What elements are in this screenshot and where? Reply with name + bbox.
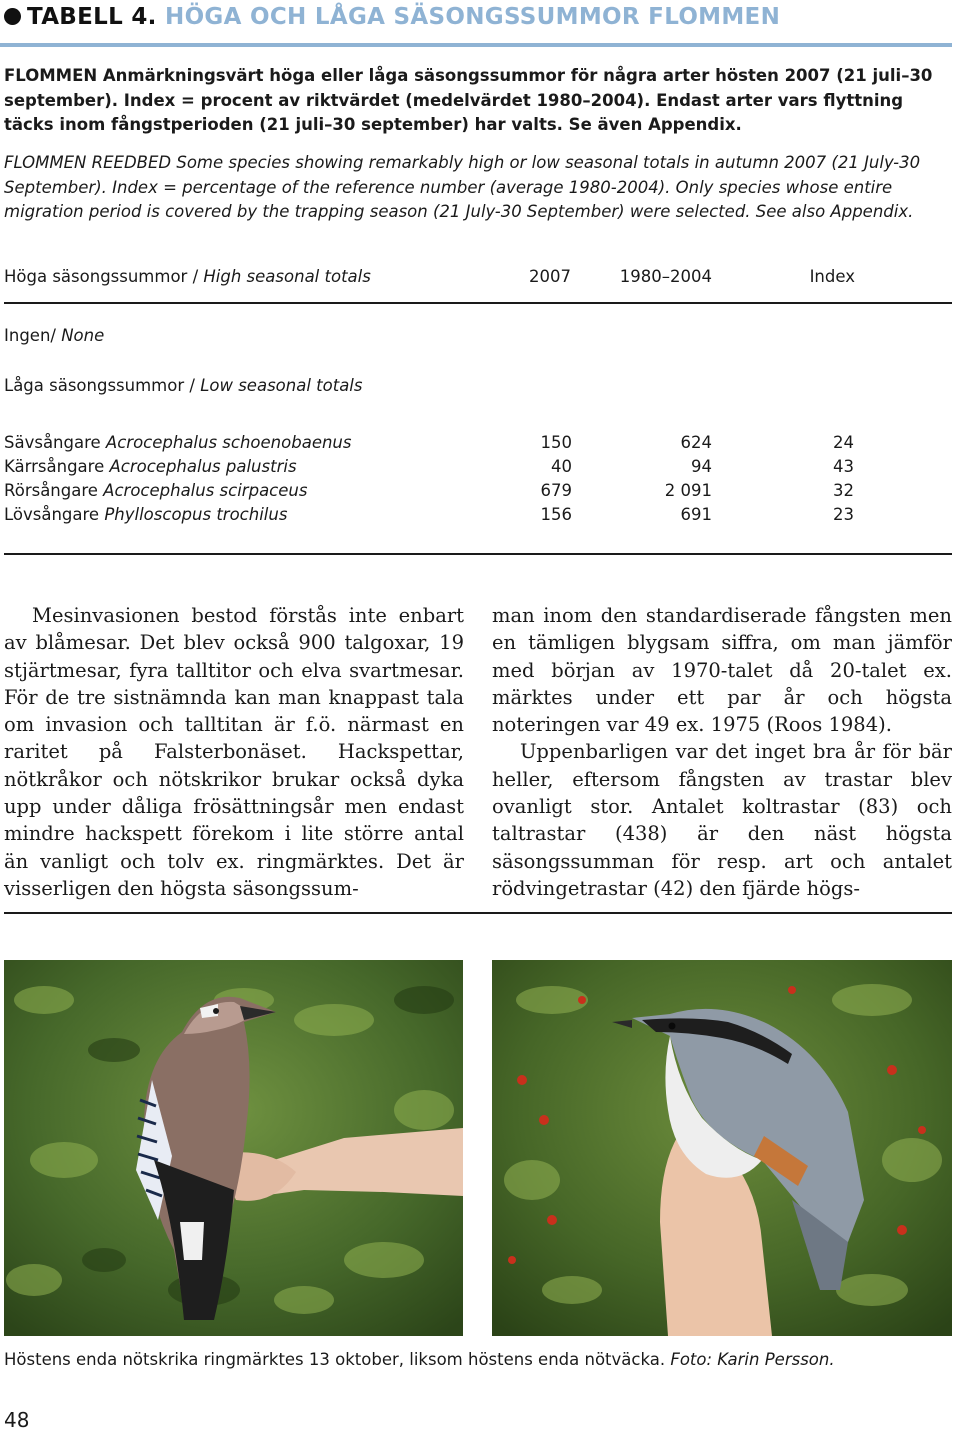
caption-english: FLOMMEN REEDBED Some species showing remarkably high or low seasonal totals in autumn 2007 (21 July-30 September). Index = percentage of the reference number (average 1980-2004). Only species whose entire migration period is covered by the trapping season (21 July-30 September) were selected. See also Appendix. [4,153,921,221]
value-2007: 40 [551,457,572,476]
species-name-sv: Rörsångare [4,481,104,500]
high-totals-header-en: High seasonal totals [203,267,371,286]
value-reference: 2 091 [664,481,712,500]
nuthatch-photo [492,960,952,1336]
body-column-left [4,602,464,902]
low-totals-header-en: Low seasonal totals [200,376,363,395]
value-2007: 156 [540,505,572,524]
table-title: HÖGA OCH LÅGA SÄSONGSSUMMOR FLOMMEN [165,4,781,30]
photo-credit: Foto: Karin Persson. [670,1350,835,1369]
species-name-sv: Lövsångare [4,505,105,524]
photo-caption [4,1349,956,1371]
col-header-index: Index [809,267,855,286]
body-column-right [492,602,952,902]
body-paragraph: Uppenbarligen var det inget bra år för bär heller, eftersom fångsten av trastar blev ovanligt stor. Antalet koltrastar (83) och taltrastar (438) är den näst högsta säsongssumman för resp. art och antalet rödvingetrastar (42) den fjärde högs- [492,740,952,900]
bullet-icon [4,8,21,25]
species-name-latin: Phylloscopus trochilus [104,505,288,524]
table-row [4,503,952,527]
high-totals-header-sv: Höga säsongssummor / [4,267,204,286]
photo-caption-text: Höstens enda nötskrika ringmärktes 13 oktober, liksom höstens enda nötväcka. [4,1350,671,1369]
value-reference: 691 [680,505,712,524]
species-name-sv: Kärrsångare [4,457,110,476]
high-totals-header [4,265,371,289]
species-name-latin: Acrocephalus schoenobaenus [105,433,352,452]
heading-rule [0,43,952,47]
high-totals-none-row [4,324,952,348]
value-reference: 94 [691,457,712,476]
table-row [4,479,952,503]
species-name-sv: Sävsångare [4,433,106,452]
jay-photo [4,960,463,1336]
value-2007: 679 [540,481,572,500]
value-index: 43 [833,457,854,476]
species-name-latin: Acrocephalus palustris [109,457,297,476]
value-reference: 624 [680,433,712,452]
value-2007: 150 [540,433,572,452]
table-label: TABELL 4. [27,4,157,30]
none-label-en: None [61,326,105,345]
value-index: 24 [833,433,854,452]
none-label-sv: Ingen/ [4,326,62,345]
table-row [4,455,952,479]
body-paragraph: man inom den standardiserade fångsten men en tämligen blygsam siffra, om man jämför med början av 1970-talet då 20-talet ex. märktes under ett par år och högsta noteringen var 49 ex. 1975 (Roos 1984). [492,604,952,737]
caption-swedish: FLOMMEN Anmärkningsvärt höga eller låga säsongssummor för några arter hösten 2007 (21 juli–30 september). Index = procent av riktvärdet (medelvärdet 1980–2004). Endast arter vars flyttning täcks inom fångstperioden (21 juli–30 september) har valts. Se även Appendix. [4,66,933,134]
value-index: 23 [833,505,854,524]
col-header-reference: 1980–2004 [619,267,712,286]
table-header-row [4,265,952,289]
low-totals-header-row [4,374,952,398]
page-number: 48 [4,1408,30,1432]
value-index: 32 [833,481,854,500]
col-header-2007: 2007 [529,267,571,286]
table-heading [4,2,956,32]
table-row [4,431,952,455]
low-totals-header-sv: Låga säsongssummor / [4,376,201,395]
table-rule-top [4,302,952,304]
table-rule-bottom [4,553,952,555]
body-paragraph: Mesinvasionen bestod förstås inte enbart av blåmesar. Det blev också 900 talgoxar, 19 stjärtmesar, fyra talltitor och elva svartmesar. För de tre sistnämnda kan man knappast tala om invasion och talltitan är f.ö. närmast en raritet på Falsterbonäset. Hackspettar, nötkråkor och nötskrikor brukar också dyka upp under dåliga frösättningsår men endast mindre hackspett förekom i lite större antal än vanligt och tolv ex. ringmärktes. Det är visserligen den högsta säsongssum- [4,604,464,900]
species-name-latin: Acrocephalus scirpaceus [103,481,308,500]
body-rule [4,912,952,914]
